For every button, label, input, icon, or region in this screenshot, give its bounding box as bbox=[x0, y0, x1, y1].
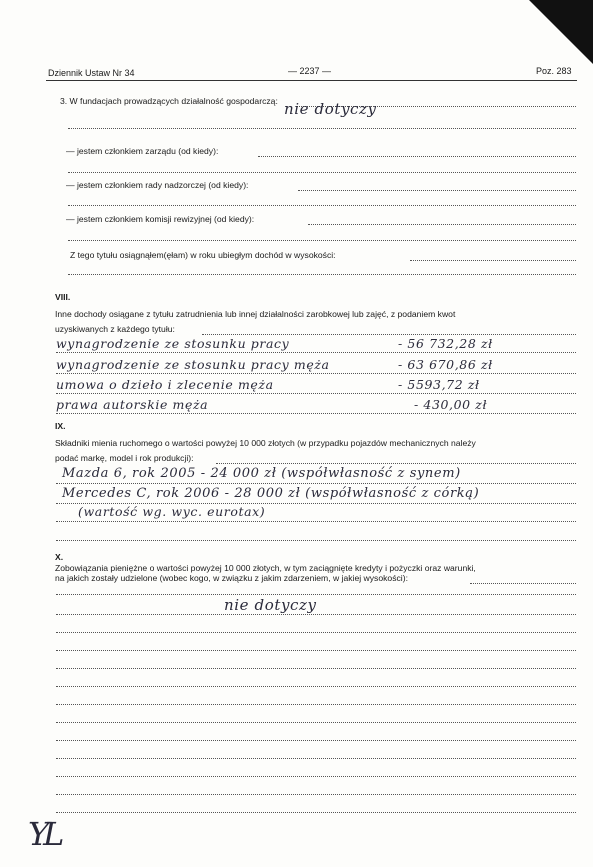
fill-line bbox=[298, 190, 576, 191]
fill-line bbox=[56, 740, 576, 741]
asset-entry: Mazda 6, rok 2005 - 24 000 zł (współwłasność z synem) bbox=[62, 466, 461, 481]
fill-line bbox=[56, 614, 576, 615]
fill-line bbox=[216, 463, 576, 464]
fill-line bbox=[56, 632, 576, 633]
section3-intro: 3. W fundacjach prowadzących działalność gospodarczą: bbox=[60, 96, 278, 106]
fill-line bbox=[56, 812, 576, 813]
income-entry-amount: - 5593,72 zł bbox=[398, 377, 480, 392]
income-entry-desc: umowa o dzieło i zlecenie męża bbox=[56, 377, 274, 392]
fill-line bbox=[410, 260, 576, 261]
fill-line bbox=[56, 352, 576, 353]
fill-line bbox=[470, 583, 576, 584]
fill-line bbox=[258, 156, 576, 157]
fill-line bbox=[56, 594, 576, 595]
fill-line bbox=[56, 722, 576, 723]
section3-supervisory: — jestem członkiem rady nadzorczej (od kiedy): bbox=[66, 180, 249, 190]
fill-line bbox=[56, 373, 576, 374]
position-number: Poz. 283 bbox=[536, 66, 572, 76]
section10-answer: nie dotyczy bbox=[224, 596, 317, 614]
asset-entry: Mercedes C, rok 2006 - 28 000 zł (współwłasność z córką) bbox=[62, 486, 480, 501]
journal-title: Dziennik Ustaw Nr 34 bbox=[48, 68, 135, 78]
income-entry-desc: wynagrodzenie ze stosunku pracy męża bbox=[56, 357, 330, 372]
section8-line2: uzyskiwanych z każdego tytułu: bbox=[55, 324, 175, 334]
section10-line1: Zobowiązania pieniężne o wartości powyżej 10 000 złotych, w tym zaciągnięte kredyty i pożyczki oraz warunki, bbox=[55, 563, 476, 573]
section10-line2: na jakich zostały udzielone (wobec kogo, w związku z jakim zdarzeniem, w jakiej wysokości): bbox=[55, 573, 408, 583]
fill-line bbox=[56, 413, 576, 414]
fill-line bbox=[56, 540, 576, 541]
section10-heading: X. bbox=[55, 552, 64, 562]
fill-line bbox=[68, 128, 576, 129]
section3-answer: nie dotyczy bbox=[284, 100, 377, 118]
fill-line bbox=[68, 172, 576, 173]
fill-line bbox=[56, 794, 576, 795]
section9-line2: podać markę, model i rok produkcji): bbox=[55, 453, 194, 463]
fill-line bbox=[56, 650, 576, 651]
income-entry-desc: prawa autorskie męża bbox=[56, 397, 209, 412]
fill-line bbox=[68, 274, 576, 275]
income-entry-amount: - 430,00 zł bbox=[414, 397, 488, 412]
fill-line bbox=[56, 686, 576, 687]
section3-board: — jestem członkiem zarządu (od kiedy): bbox=[66, 146, 219, 156]
signature-initials: YL bbox=[28, 815, 59, 853]
fill-line bbox=[56, 521, 576, 522]
header-rule bbox=[46, 80, 577, 81]
section3-audit: — jestem członkiem komisji rewizyjnej (od kiedy): bbox=[66, 214, 255, 224]
fill-line bbox=[308, 224, 576, 225]
section9-heading: IX. bbox=[55, 421, 66, 431]
fill-line bbox=[56, 668, 576, 669]
section8-heading: VIII. bbox=[55, 292, 71, 302]
scan-corner-mark bbox=[529, 0, 593, 64]
section3-income: Z tego tytułu osiągnąłem(ęłam) w roku ubiegłym dochód w wysokości: bbox=[70, 250, 336, 260]
fill-line bbox=[202, 334, 576, 335]
asset-entry: (wartość wg. wyc. eurotax) bbox=[78, 504, 266, 519]
fill-line bbox=[56, 393, 576, 394]
section8-line1: Inne dochody osiągane z tytułu zatrudnienia lub innej działalności zarobkowej lub zajęć, z podaniem kwot bbox=[55, 309, 456, 319]
fill-line bbox=[56, 483, 576, 484]
section9-line1: Składniki mienia ruchomego o wartości powyżej 10 000 złotych (w przypadku pojazdów mechanicznych należy bbox=[55, 438, 476, 448]
fill-line bbox=[56, 758, 576, 759]
income-entry-amount: - 63 670,86 zł bbox=[398, 357, 493, 372]
income-entry-amount: - 56 732,28 zł bbox=[398, 336, 493, 351]
income-entry-desc: wynagrodzenie ze stosunku pracy bbox=[56, 336, 290, 351]
fill-line bbox=[68, 240, 576, 241]
page-number: — 2237 — bbox=[288, 66, 332, 76]
fill-line bbox=[68, 205, 576, 206]
fill-line bbox=[56, 776, 576, 777]
fill-line bbox=[56, 704, 576, 705]
